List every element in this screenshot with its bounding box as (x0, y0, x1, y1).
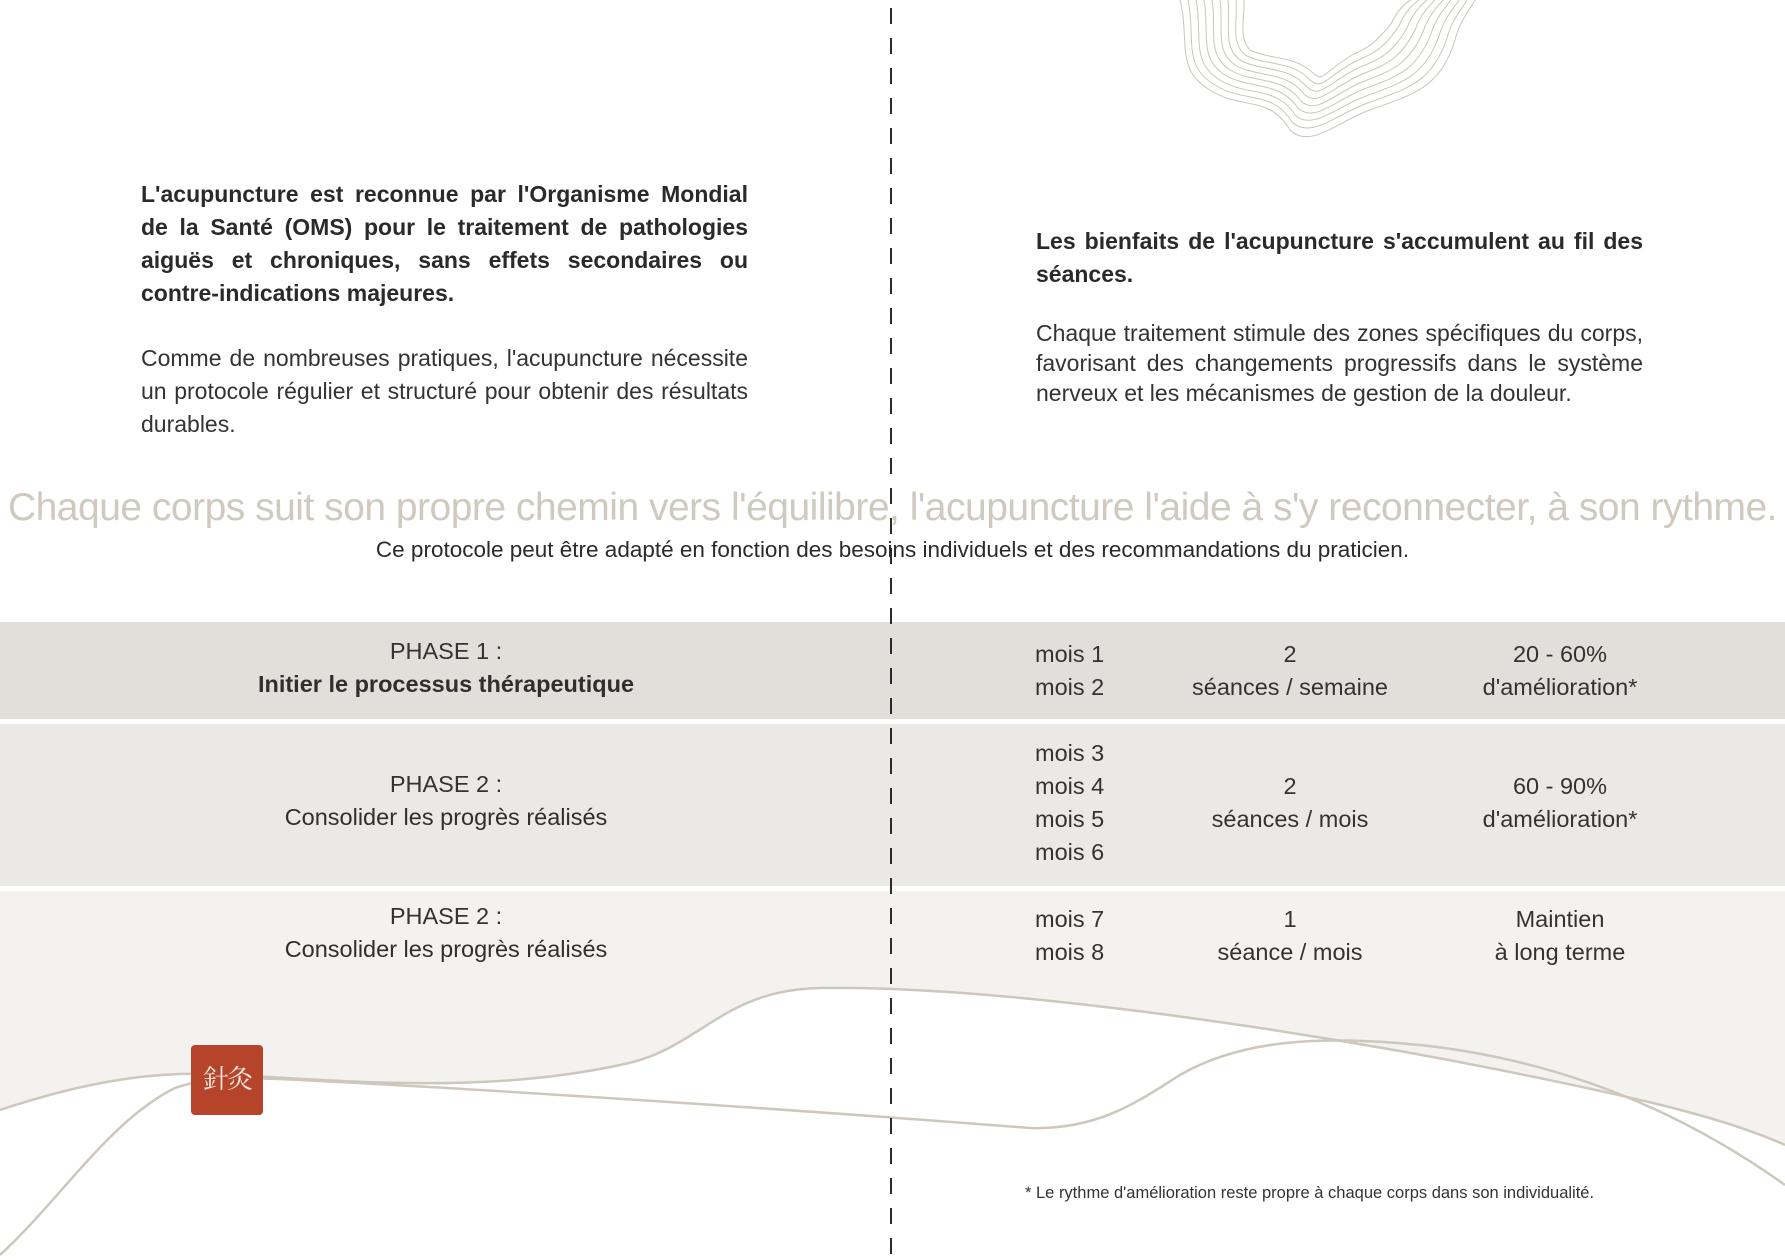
phase-title: Consolider les progrès réalisés (284, 936, 608, 962)
improvement-value: Maintien (1515, 906, 1605, 932)
improvement-value: 20 - 60% (1512, 641, 1608, 667)
sessions-unit: séance / mois (1217, 939, 1363, 965)
phase-number: PHASE 2 : (389, 903, 503, 929)
intro-right-text: Chaque traitement stimule des zones spécifiques du corps, favorisant des changements progressifs dans le système nerveux et les mécanismes de gestion de la douleur. (1036, 320, 1643, 406)
sessions-count: 2 (1283, 773, 1297, 799)
phase-title: Consolider les progrès réalisés (284, 804, 608, 830)
phase-title: Initier le processus thérapeutique (257, 671, 635, 697)
phase-3-label (236, 900, 656, 966)
phase-1-months (1035, 638, 1145, 704)
phase-2-sessions (1160, 770, 1420, 836)
row-separator (239, 886, 1785, 891)
month-item: mois 1 (1035, 641, 1105, 667)
month-item: mois 8 (1035, 939, 1105, 965)
sessions-unit: séances / semaine (1192, 674, 1388, 700)
tagline: Chaque corps suit son propre chemin vers l'équilibre, l'acupuncture l'aide à s'y reconnecter, à son rythme. (7, 486, 1778, 529)
fold-line (888, 0, 898, 1260)
phase-1-improvement (1440, 638, 1680, 704)
sessions-count: 2 (1283, 641, 1297, 667)
phase-2-label (236, 768, 656, 834)
phase-number: PHASE 2 : (389, 771, 503, 797)
footnote: * Le rythme d'amélioration reste propre à chaque corps dans son individualité. (1025, 1184, 1595, 1202)
month-item: mois 5 (1035, 806, 1105, 832)
contour-decoration (1170, 0, 1480, 145)
phase-1-sessions (1160, 638, 1420, 704)
improvement-label: d'amélioration* (1482, 674, 1638, 700)
phase-2-improvement (1440, 770, 1680, 836)
sessions-unit: séances / mois (1211, 806, 1369, 832)
improvement-value: 60 - 90% (1512, 773, 1608, 799)
phase-number: PHASE 1 : (389, 638, 503, 664)
month-item: mois 6 (1035, 839, 1105, 865)
sessions-count: 1 (1283, 906, 1297, 932)
month-item: mois 2 (1035, 674, 1105, 700)
row-separator (239, 719, 1785, 724)
acupuncture-seal-logo: 針灸 (191, 1045, 263, 1115)
improvement-label: à long terme (1494, 939, 1626, 965)
protocol-note: Ce protocole peut être adapté en fonction des besoins individuels et des recommandations du praticien. (375, 537, 1410, 562)
improvement-label: d'amélioration* (1482, 806, 1638, 832)
phase-1-label (236, 635, 656, 701)
intro-right-bold: Les bienfaits de l'acupuncture s'accumulent au fil des séances. (1036, 228, 1643, 287)
intro-left-bold: L'acupuncture est reconnue par l'Organisme Mondial de la Santé (OMS) pour le traitement de pathologies aiguës et chroniques, sans effets secondaires ou contre-indications majeures. (141, 181, 748, 306)
phase-2-months (1035, 737, 1145, 869)
intro-left-text: Comme de nombreuses pratiques, l'acupuncture nécessite un protocole régulier et structuré pour obtenir des résultats durables. (141, 345, 748, 437)
month-item: mois 7 (1035, 906, 1105, 932)
month-item: mois 4 (1035, 773, 1105, 799)
month-item: mois 3 (1035, 740, 1105, 766)
